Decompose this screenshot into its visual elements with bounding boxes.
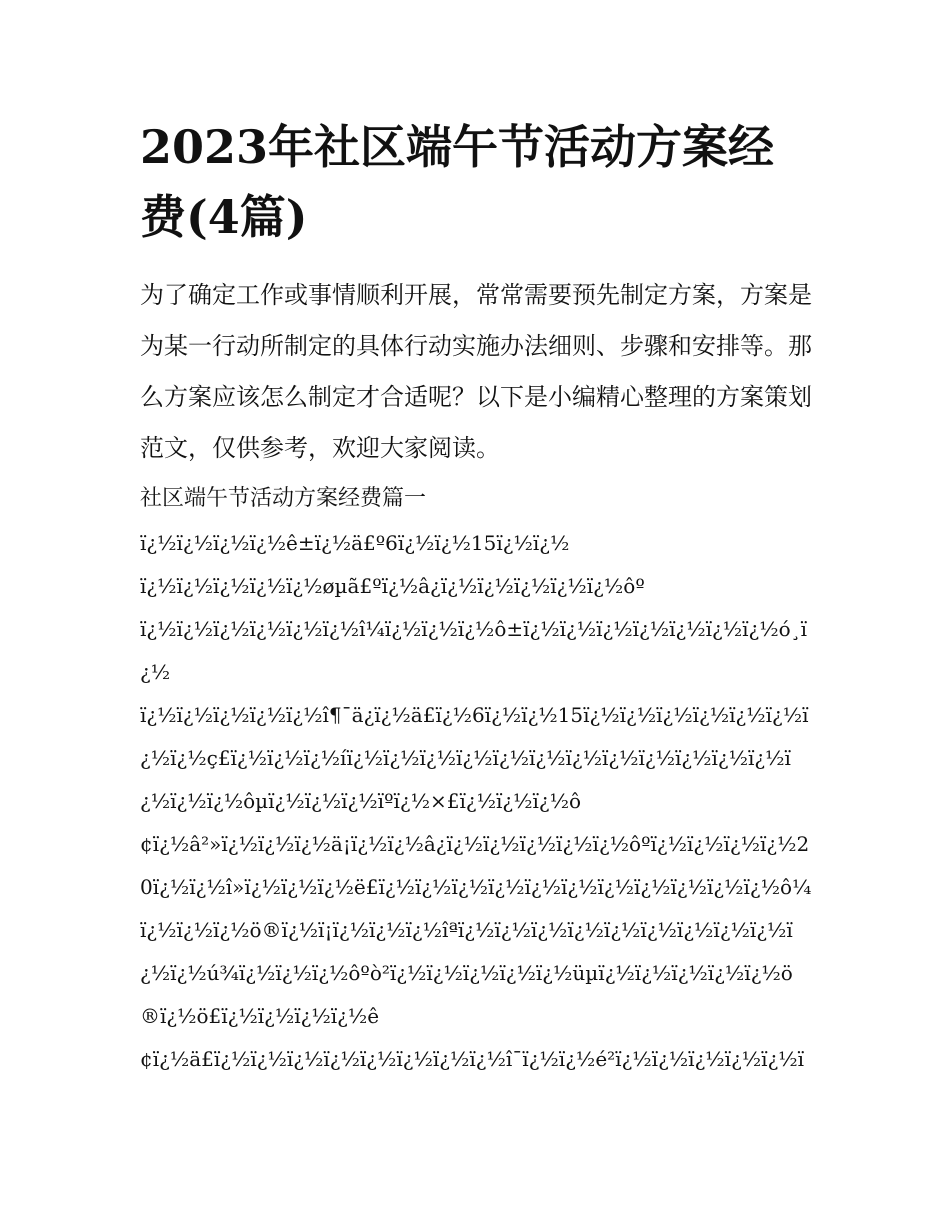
- garbled-paragraph-6: ¢ï¿½ä£ï¿½ï¿½ï¿½ï¿½ï¿½ï¿½ï¿½ï¿½î¯ï¿½ï¿½é²ï¿½ï¿½ï¿½ï¿½ï¿½ï: [140, 1047, 805, 1071]
- garbled-paragraph-2: ï¿½ï¿½ï¿½ï¿½ï¿½øµã£ºï¿½â¿ï¿½ï¿½ï¿½ï¿½ï¿½ôº: [140, 574, 645, 598]
- garbled-paragraph-1: ï¿½ï¿½ï¿½ï¿½ê±ï¿½ä£º6ï¿½ï¿½15ï¿½ï¿½: [140, 531, 570, 555]
- document-page: [140, 112, 812, 1081]
- document-title: 2023年社区端午节活动方案经费(4篇): [140, 120, 775, 244]
- section-heading: 社区端午节活动方案经费篇一: [140, 486, 427, 511]
- garbled-paragraph-5: ¢ï¿½â²»ï¿½ï¿½ï¿½ä¡ï¿½ï¿½â¿ï¿½ï¿½ï¿½ï¿½ï¿½ôºï¿½ï¿½ï¿½ï¿½20ï¿½ï¿½î»ï¿½ï¿½ï¿½ë£ï¿½ï¿½ï¿½ï¿½ï¿½ï¿½ï¿½ï¿½ï¿½ï¿½ï¿½ô¼ï¿½ï¿½ï¿½ö®ï¿½ï¡ï¿½ï¿½ï¿½îªï¿½ï¿½ï¿½ï¿½ï¿½ï¿½ï¿½ï¿½ï¿½ï¿½ï¿½ú¾ï¿½ï¿½ï¿½ôºò²ï¿½ï¿½ï¿½ï¿½ï¿½üµï¿½ï¿½ï¿½ï¿½ï¿½ö®ï¿½ö£ï¿½ï¿½ï¿½ï¿½ê: [140, 832, 812, 1028]
- intro-paragraph: 为了确定工作或事情顺利开展，常常需要预先制定方案，方案是为某一行动所制定的具体行动实施办法细则、步骤和安排等。那么方案应该怎么制定才合适呢？以下是小编精心整理的方案策划范文，仅供参考，欢迎大家阅读。: [140, 281, 812, 462]
- garbled-paragraph-4: ï¿½ï¿½ï¿½ï¿½ï¿½î¶¯ä¿ï¿½ä£ï¿½6ï¿½ï¿½15ï¿½ï¿½ï¿½ï¿½ï¿½ï¿½ï¿½ï¿½ç£ï¿½ï¿½ï¿½íï¿½ï¿½ï¿½ï¿½ï¿½ï¿½ï¿½ï¿½ï¿½ï¿½ï¿½ï¿½ï¿½ï¿½ï¿½ôµï¿½ï¿½ï¿½ïºï¿½×£ï¿½ï¿½ï¿½ô: [140, 703, 809, 813]
- garbled-paragraph-3: ï¿½ï¿½ï¿½ï¿½ï¿½ï¿½î¼ï¿½ï¿½ï¿½ô±ï¿½ï¿½ï¿½ï¿½ï¿½ï¿½ï¿½ó¸ï¿½: [140, 617, 808, 684]
